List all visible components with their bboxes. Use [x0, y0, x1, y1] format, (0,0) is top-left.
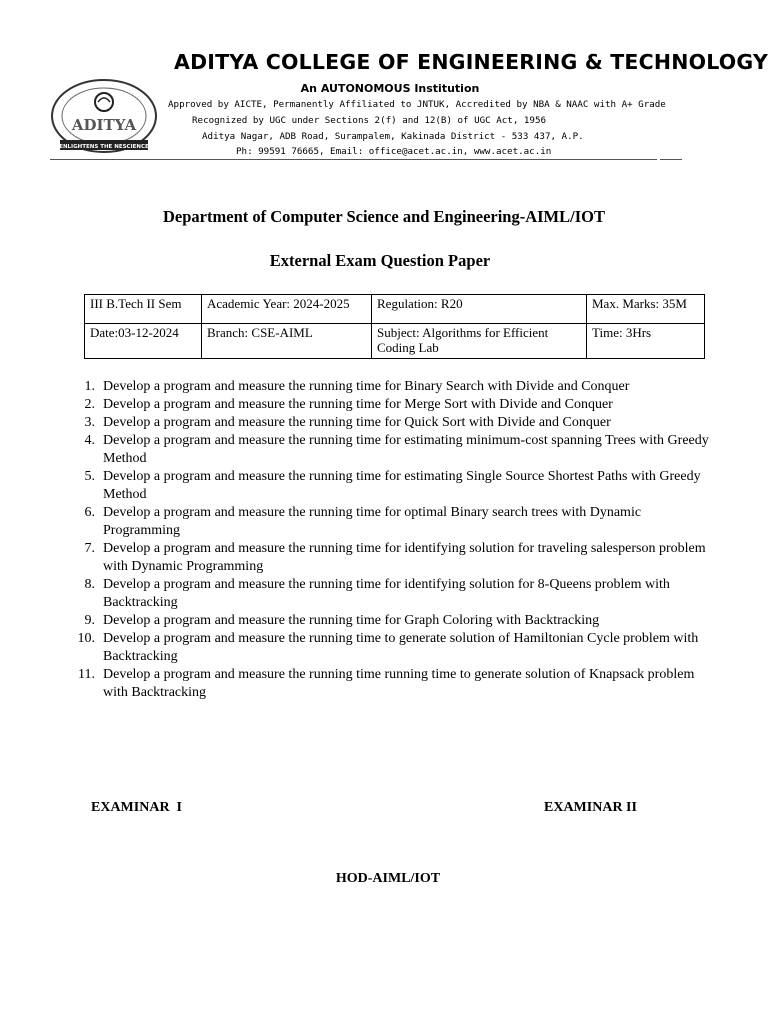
- table-row: [85, 295, 705, 324]
- examiner-2-signature-label: EXAMINAR II: [544, 800, 637, 815]
- exam-info-table: [84, 294, 705, 359]
- question-item: [0, 378, 720, 396]
- time-cell: Time: 3Hrs: [587, 324, 705, 359]
- question-number: 6.: [84, 505, 95, 520]
- question-text: Develop a program and measure the running time for optimal Binary search trees with Dynamic Programming: [103, 505, 642, 538]
- department-heading: Department of Computer Science and Engineering-AIML/IOT: [163, 207, 605, 226]
- approval-line: Approved by AICTE, Permanently Affiliated to JNTUK, Accredited by NBA & NAAC with A+ Grade: [168, 99, 666, 110]
- max-marks-cell: Max. Marks: 35M: [587, 295, 705, 324]
- question-number: 10.: [77, 631, 95, 646]
- logo-motto: ENLIGHTENS THE NESCIENCE: [59, 144, 149, 150]
- question-item: [0, 414, 720, 432]
- letterhead-divider-tail: [660, 159, 682, 160]
- question-number: 2.: [84, 397, 95, 412]
- question-text: Develop a program and measure the running time running time to generate solution of Knapsack problem with Backtracking: [103, 667, 695, 700]
- question-number: 4.: [84, 433, 95, 448]
- question-number: 8.: [84, 577, 95, 592]
- question-item: [0, 540, 720, 576]
- question-number: 5.: [84, 469, 95, 484]
- question-text: Develop a program and measure the running time for identifying solution for 8-Queens problem with Backtracking: [103, 577, 670, 610]
- question-text: Develop a program and measure the running time for Graph Coloring with Backtracking: [103, 613, 600, 628]
- question-text: Develop a program and measure the running time for estimating Single Source Shortest Paths with Greedy Method: [103, 469, 701, 502]
- contact-line: Ph: 99591 76665, Email: office@acet.ac.in, www.acet.ac.in: [236, 146, 552, 157]
- hod-signature-label: HOD-AIML/IOT: [335, 871, 441, 886]
- semester-cell: III B.Tech II Sem: [85, 295, 202, 324]
- question-item: [0, 396, 720, 414]
- recognition-line: Recognized by UGC under Sections 2(f) and 12(B) of UGC Act, 1956: [192, 115, 547, 126]
- question-item: [0, 468, 720, 504]
- academic-year-cell: Academic Year: 2024-2025: [202, 295, 372, 324]
- address-line: Aditya Nagar, ADB Road, Surampalem, Kakinada District - 533 437, A.P.: [202, 131, 584, 142]
- exam-title: External Exam Question Paper: [269, 251, 491, 270]
- question-number: 7.: [84, 541, 95, 556]
- autonomous-status: An AUTONOMOUS Institution: [300, 82, 480, 95]
- question-text: Develop a program and measure the running time for Quick Sort with Divide and Conquer: [103, 415, 611, 430]
- college-name: ADITYA COLLEGE OF ENGINEERING & TECHNOLOGY: [174, 50, 768, 74]
- question-item: [0, 666, 720, 702]
- question-item: [0, 630, 720, 666]
- subject-cell: Subject: Algorithms for Efficient Coding Lab: [372, 324, 587, 359]
- branch-cell: Branch: CSE-AIML: [202, 324, 372, 359]
- question-list: [0, 378, 720, 702]
- date-cell: Date:03-12-2024: [85, 324, 202, 359]
- logo-text: ADITYA: [71, 116, 137, 134]
- question-number: 3.: [84, 415, 95, 430]
- question-number: 9.: [84, 613, 95, 628]
- question-text: Develop a program and measure the running time to generate solution of Hamiltonian Cycle problem with Backtracking: [103, 631, 699, 664]
- question-text: Develop a program and measure the running time for Binary Search with Divide and Conquer: [103, 379, 630, 394]
- question-item: [0, 576, 720, 612]
- question-item: [0, 432, 720, 468]
- question-text: Develop a program and measure the running time for identifying solution for traveling salesperson problem with Dynamic Programming: [103, 541, 706, 574]
- question-text: Develop a program and measure the running time for Merge Sort with Divide and Conquer: [103, 397, 613, 412]
- question-item: [0, 504, 720, 540]
- table-row: [85, 324, 705, 359]
- letterhead: [46, 50, 768, 165]
- question-item: [0, 612, 720, 630]
- question-number: 11.: [78, 667, 95, 682]
- question-text: Develop a program and measure the running time for estimating minimum-cost spanning Trees with Greedy Method: [103, 433, 709, 466]
- question-number: 1.: [84, 379, 95, 394]
- letterhead-divider: [50, 159, 657, 160]
- examiner-1-signature-label: EXAMINAR I: [91, 800, 182, 815]
- regulation-cell: Regulation: R20: [372, 295, 587, 324]
